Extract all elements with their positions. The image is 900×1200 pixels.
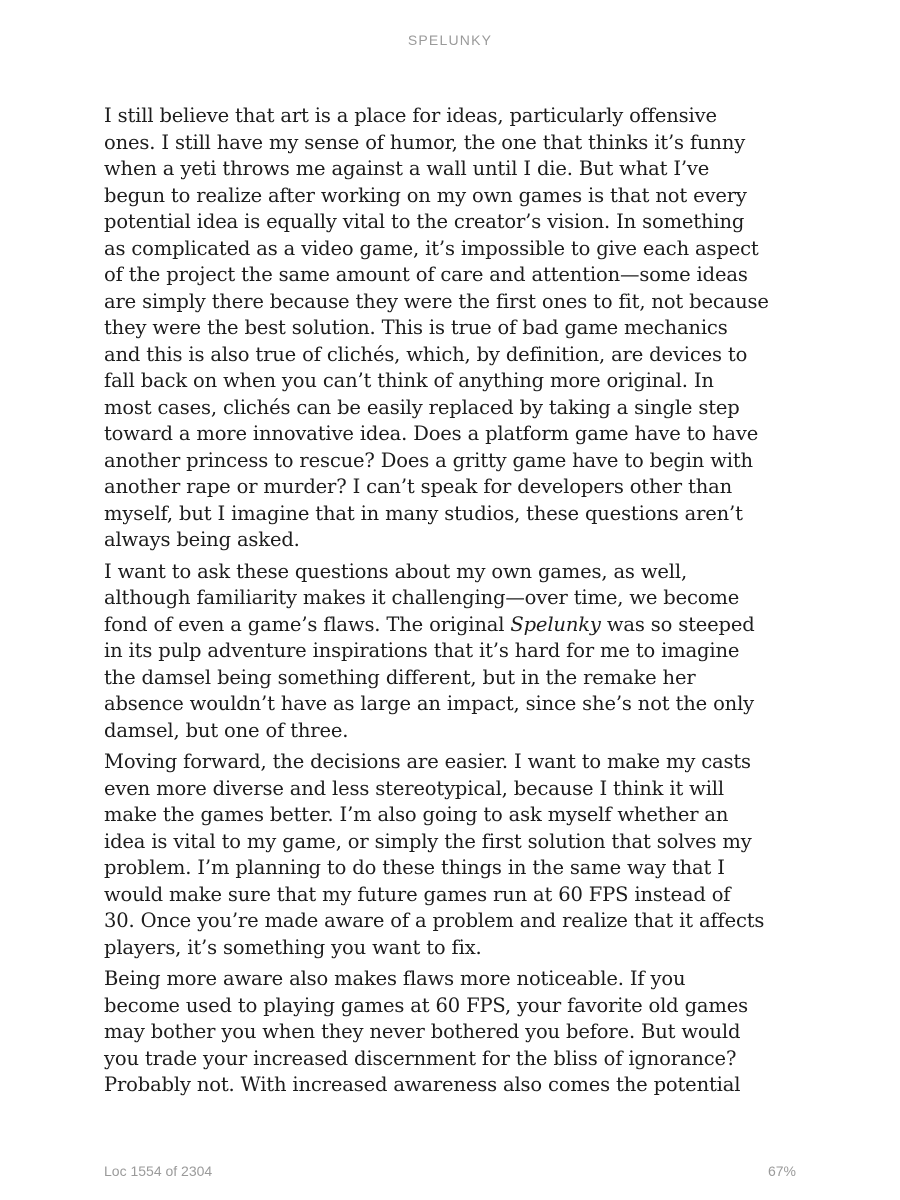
- progress-percent: 67%: [767, 1163, 796, 1179]
- page-text-body: [104, 103, 804, 1104]
- paragraph-2-text-start: I want to ask these questions about my own games, as well, although familiarity makes it challenging—over time, we become fond of even a game’s flaws. The original: [104, 559, 740, 636]
- italic-book-title: Spelunky: [510, 612, 601, 636]
- book-title-header: SPELUNKY: [407, 32, 493, 48]
- location-indicator[interactable]: Loc 1554 of 2304: [104, 1163, 213, 1179]
- paragraph-4: Being more aware also makes flaws more noticeable. If you become used to playing games at 60 FPS, your favorite old games may bother you when they never bothered you before. But would you trade your increased discernment for the bliss of ignorance? Probably not. With increased awareness also comes the potential: [104, 967, 748, 1096]
- paragraph-2-text-end: was so steeped in its pulp adventure inspirations that it’s hard for me to imagine the damsel being something different, but in the remake her absence wouldn’t have as large an impact, since she’s not the only damsel, but one of three.: [104, 612, 755, 742]
- paragraph-3: Moving forward, the decisions are easier. I want to make my casts even more diverse and less stereotypical, because I think it will make the games better. I’m also going to ask myself whether an idea is vital to my game, or simply the first solution that solves my problem. I’m planning to do these things in the same way that I would make sure that my future games run at 60 FPS instead of 30. Once you’re made aware of a problem and realize that it affects players, it’s something you want to fix.: [104, 750, 765, 959]
- paragraph-1: I still believe that art is a place for ideas, particularly offensive ones. I still have my sense of humor, the one that thinks it’s funny when a yeti throws me against a wall until I die. But what I’ve begun to realize after working on my own games is that not every potential idea is equally vital to the creator’s vision. In something as complicated as a video game, it’s impossible to give each aspect of the project the same amount of care and attention—some ideas are simply there because they were the first ones to fit, not because they were the best solution. This is true of bad game mechanics and this is also true of clichés, which, by definition, are devices to fall back on when you can’t think of anything more original. In most cases, clichés can be easily replaced by taking a single step toward a more innovative idea. Does a platform game have to have another princess to rescue? Does a gritty game have to begin with another rape or murder? I can’t speak for developers other than myself, but I imagine that in many studios, these questions aren’t always being asked.: [104, 104, 769, 551]
- paragraph-2: [104, 559, 804, 745]
